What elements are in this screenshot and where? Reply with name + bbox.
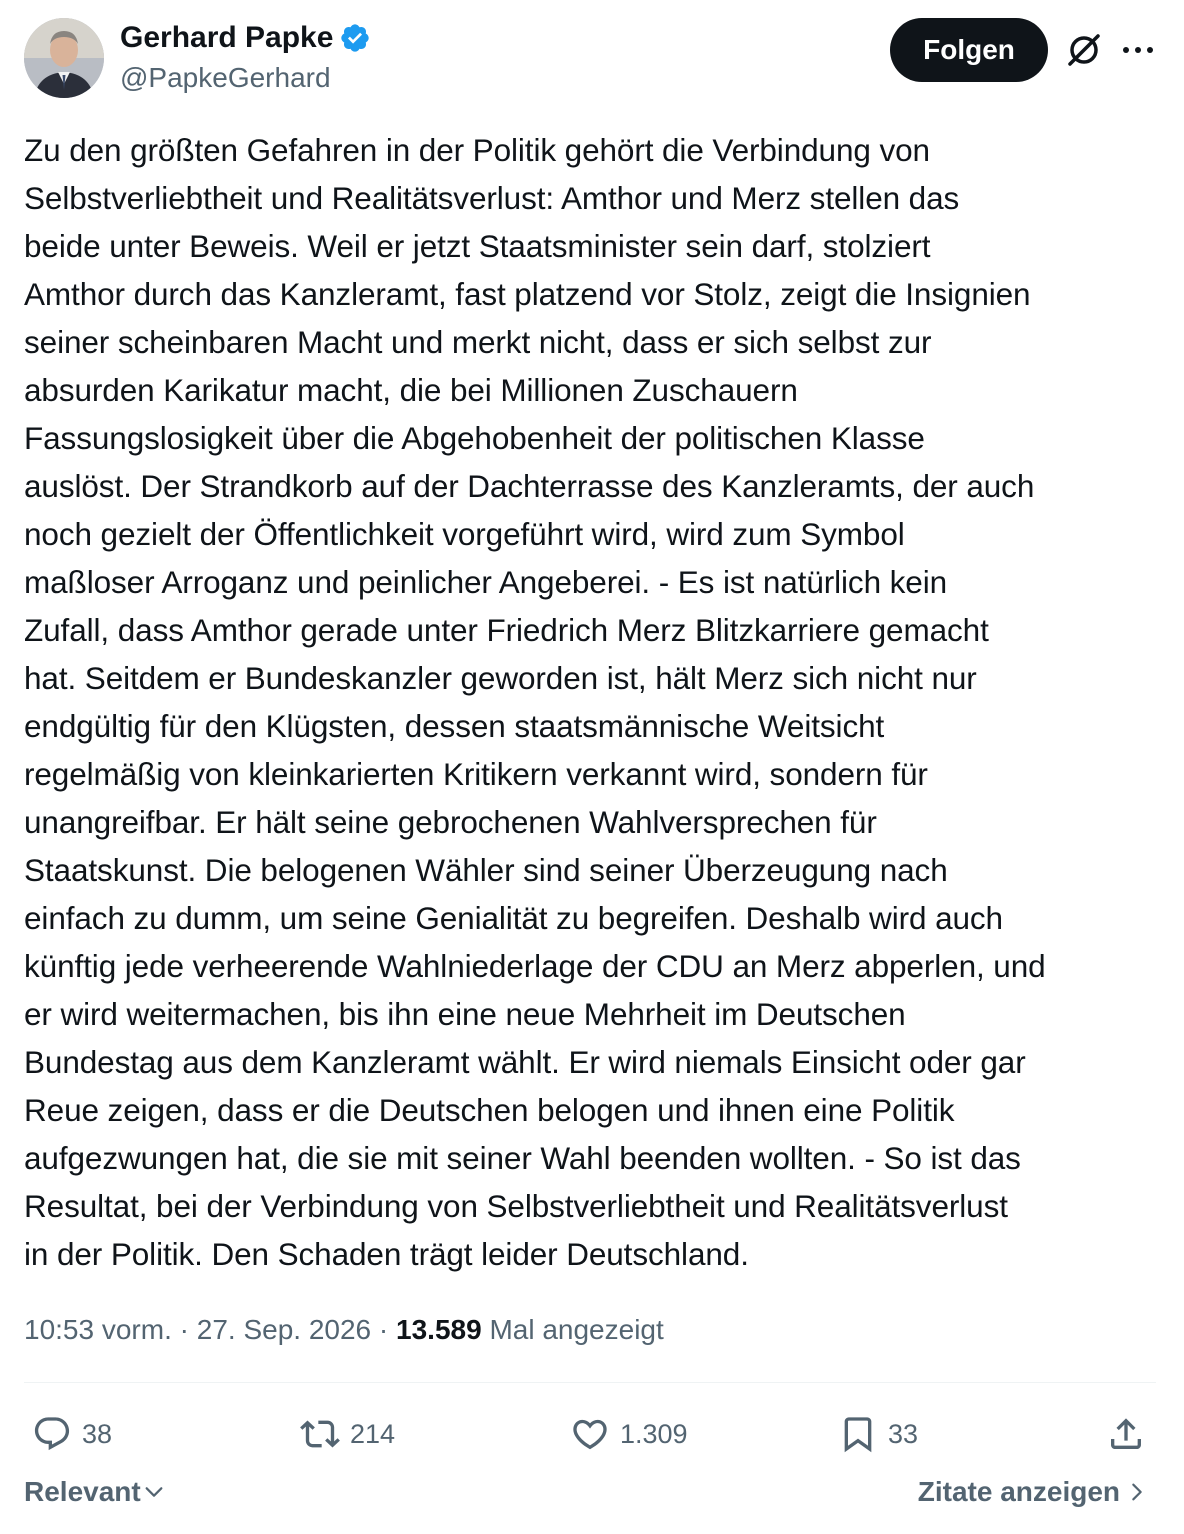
chevron-down-icon bbox=[143, 1481, 165, 1503]
chevron-right-icon bbox=[1126, 1481, 1148, 1503]
author-name[interactable]: Gerhard Papke bbox=[120, 21, 334, 54]
grok-icon[interactable] bbox=[1064, 30, 1104, 70]
bookmark-count: 33 bbox=[888, 1418, 919, 1449]
sort-dropdown[interactable] bbox=[24, 1476, 165, 1508]
like-icon bbox=[570, 1414, 610, 1454]
view-quotes-link[interactable] bbox=[918, 1476, 1148, 1508]
reply-button[interactable] bbox=[32, 1404, 112, 1464]
reply-count: 38 bbox=[82, 1418, 113, 1449]
bookmark-button[interactable] bbox=[838, 1404, 918, 1464]
author-handle[interactable]: @PapkeGerhard bbox=[120, 62, 331, 93]
tweet-footer bbox=[24, 1476, 1156, 1516]
reply-icon bbox=[32, 1414, 72, 1454]
meta-separator: · bbox=[378, 1314, 389, 1345]
views-label: Mal angezeigt bbox=[489, 1314, 664, 1345]
avatar[interactable] bbox=[24, 18, 104, 98]
tweet-header bbox=[24, 18, 1160, 102]
tweet-time[interactable]: 10:53 vorm. bbox=[24, 1314, 172, 1345]
divider bbox=[24, 1382, 1156, 1383]
tweet-text: Zu den größten Gefahren in der Politik gehört die Verbindung von Selbstverliebtheit und Realitätsverlust: Amthor und Merz stellen das beide unter Beweis. Weil er jetzt Staatsminister sein darf, stolziert Amthor durch das Kanzleramt, fast platzend vor Stolz, zeigt die Insignien seiner scheinbaren Macht und merkt nicht, dass er sich selbst zur absurden Karikatur macht, die bei Millionen Zuschauern Fassungslosigkeit über die Abgehobenheit der politischen Klasse auslöst. Der Strandkorb auf der Dachterrasse des Kanzleramts, der auch noch gezielt der Öffentlichkeit vorgeführt wird, wird zum Symbol maßloser Arroganz und peinlicher Angeberei. - Es ist natürlich kein Zufall, dass Amthor gerade unter Friedrich Merz Blitzkarriere gemacht hat. Seitdem er Bundeskanzler geworden ist, hält Merz sich nicht nur endgültig für den Klügsten, dessen staatsmännische Weitsicht regelmäßig von kleinkarierten Kritikern verkannt wird, sondern für unangreifbar. Er hält seine gebrochenen Wahlversprechen für Staatskunst. Die belogenen Wähler sind seiner Überzeugung nach einfach zu dumm, um seine Genialität zu begreifen. Deshalb wird auch künftig jede verheerende Wahlniederlage der CDU an Merz abperlen, und er wird weitermachen, bis ihn eine neue Mehrheit im Deutschen Bundestag aus dem Kanzleramt wählt. Er wird niemals Einsicht oder gar Reue zeigen, dass er die Deutschen belogen und ihnen eine Politik aufgezwungen hat, die sie mit seiner Wahl beenden wollten. - So ist das Resultat, bei der Verbindung von Selbstverliebtheit und Realitätsverlust in der Politik. Den Schaden trägt leider Deutschland. bbox=[24, 132, 1046, 1272]
share-icon bbox=[1106, 1414, 1146, 1454]
tweet-date[interactable]: 27. Sep. 2026 bbox=[196, 1314, 372, 1345]
quotes-label: Zitate anzeigen bbox=[917, 1476, 1120, 1507]
like-count: 1.309 bbox=[620, 1418, 688, 1449]
repost-icon bbox=[300, 1414, 340, 1454]
repost-count: 214 bbox=[350, 1418, 396, 1449]
views-count: 13.589 bbox=[396, 1314, 482, 1345]
follow-button[interactable]: Folgen bbox=[890, 18, 1048, 82]
repost-button[interactable] bbox=[300, 1404, 395, 1464]
like-button[interactable] bbox=[570, 1404, 688, 1464]
share-button[interactable] bbox=[1106, 1404, 1156, 1464]
sort-label: Relevant bbox=[24, 1476, 141, 1507]
action-bar bbox=[24, 1404, 1156, 1464]
meta-separator: · bbox=[179, 1314, 189, 1345]
verified-badge-icon[interactable] bbox=[339, 22, 371, 54]
author-block bbox=[120, 18, 371, 96]
more-icon[interactable] bbox=[1120, 36, 1156, 64]
tweet-meta bbox=[24, 1310, 664, 1350]
name-row bbox=[120, 18, 371, 58]
bookmark-icon bbox=[838, 1414, 878, 1454]
